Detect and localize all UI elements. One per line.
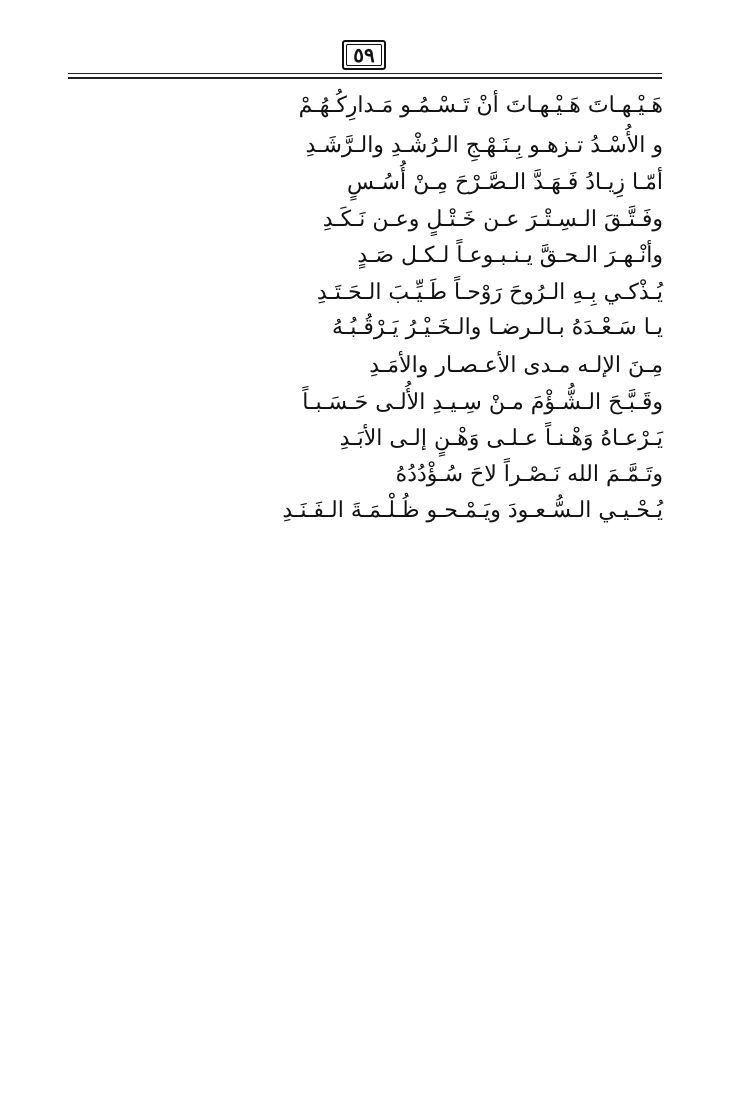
verse-line: مِـنَ الإلـه مـدى الأعـصـار والأمَـدِ [369, 353, 663, 378]
verse-line: هَـيْـهـاتَ هَـيْـهـاتَ أنْ تَـسْـمُـو مَـدارِكُـهُـمْ [298, 93, 663, 118]
verse-line: يـا سَـعْـدَهُ بـالـرضـا والـخَـيْـرُ يَـرْقُـبُـهُ [332, 315, 663, 340]
verse-line: يُـذْكـي بِـهِ الـرُوحَ رَوْحـاً طَـيِّـبَ الـحَـتَـدِ [316, 280, 663, 305]
verse-line: وفَـتَّـقَ الـسِـتْـرَ عـن خَـتْـلٍ وعـن نَـكَـدِ [322, 207, 663, 232]
page-number-text: ٥٩ [353, 43, 375, 67]
verse-line: وقَـبَّـحَ الـشُّـؤْمَ مـنْ سِـيـدِ الأُلـى حَـسَـبـاً [302, 390, 663, 415]
verse-line: يُـحْـيـي الـسُّـعـودَ ويَـمْـحـو ظُـلْـمَـةَ الـفَـنَـدِ [282, 498, 663, 523]
verse-line: وتَـمَّـمَ الله نَـصْـراً لاحَ سُـؤْدُدُهُ [395, 462, 663, 487]
verse-line: يَـرْعـاهُ وَهْـنـاً عـلـى وَهْـنٍ إلـى الأبَـدِ [339, 426, 663, 451]
verse-line: و الأُسْـدُ تـزهـو بِـنَـهْـجِ الـرُشْـدِ والـرَّشَـدِ [305, 133, 663, 158]
verse-line: أمّـا زِيـادُ فَـهَـدَّ الـصَّـرْحَ مِـنْ أُسُـسٍ [347, 170, 663, 195]
verse-line: وأنْـهـرَ الـحـقَّ يـنـبـوعـاً لـكـل صَـدٍ [357, 243, 663, 268]
